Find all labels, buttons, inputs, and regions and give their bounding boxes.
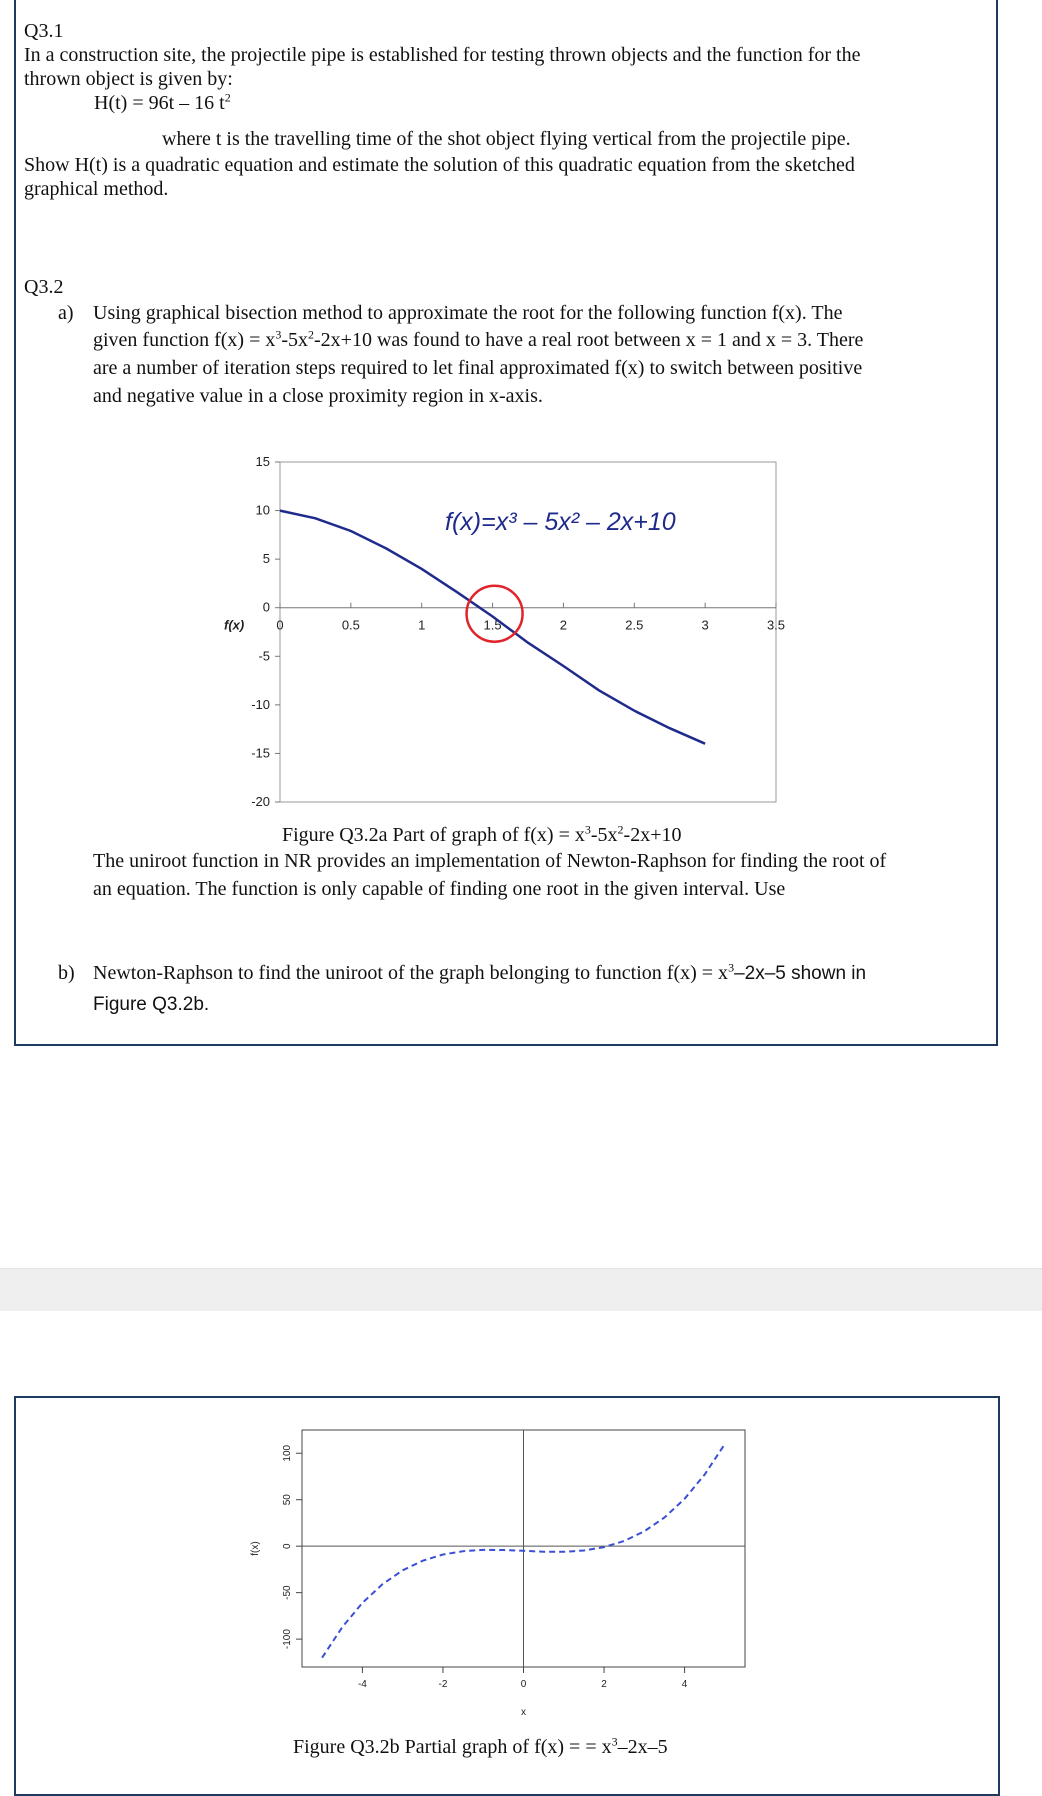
x-tick-label: 0: [276, 617, 284, 633]
q31-label: Q3.1: [24, 20, 64, 42]
uniroot-line2: an equation. The function is only capable of finding one root in the given interval. Use: [93, 878, 786, 900]
x-tick-label: 3.5: [766, 617, 786, 633]
x-tick-label: 2: [559, 617, 568, 633]
x-tick-label: 3: [701, 617, 709, 633]
y-tick-label: -5: [258, 648, 270, 664]
function-annotation: f(x)=x³ – 5x² – 2x+10: [445, 508, 676, 536]
y-axis-label: f(x): [224, 617, 245, 633]
figure-q32b-caption: Figure Q3.2b Partial graph of f(x) = = $x^3-2x-5$: [293, 1734, 668, 1758]
y-axis-label: f(x): [250, 1541, 261, 1556]
q32a-marker: a): [58, 302, 74, 324]
q32a-line3: are a number of iteration steps required to let final approximated f(x) to switch between positive: [93, 357, 863, 379]
q32-label: Q3.2: [24, 276, 64, 298]
x-tick-label: 1.5: [483, 617, 502, 633]
uniroot-line1: The uniroot function in NR provides an implementation of Newton-Raphson for finding the root of: [93, 850, 887, 872]
y-tick-label: -50: [282, 1585, 293, 1600]
q31-text-line4: graphical method.: [24, 178, 169, 200]
figure-q32b-chart: [240, 1410, 780, 1730]
q32a-line4: and negative value in a close proximity region in x-axis.: [93, 385, 543, 407]
q32a-line1: Using graphical bisection method to approximate the root for the following function f(x). The: [93, 302, 843, 324]
y-tick-label: 10: [255, 502, 270, 518]
q31-formula: H(t) = 96t – 16 $t^2$: [94, 90, 231, 114]
x-tick-label: -2: [438, 1679, 448, 1690]
y-tick-label: 0: [282, 1543, 293, 1549]
x-tick-label: 4: [681, 1679, 688, 1690]
x-axis-label: x: [521, 1707, 526, 1718]
q31-text-line1: In a construction site, the projectile pipe is established for testing thrown objects and the function for the: [24, 44, 861, 66]
q32a-line2: given function $f(x) = x^3-5x^2-2x+10$ was found to have a real root between x = 1 and x = 3. There: [93, 327, 864, 351]
figure-q32a-caption: Figure Q3.2a Part of graph of $f(x) = x^3-5x^2-2x+10$: [282, 822, 682, 846]
q32b-marker: b): [58, 962, 75, 984]
x-tick-label: 0.5: [341, 617, 360, 633]
x-tick-label: 2: [601, 1679, 607, 1690]
q32b-line1: Newton-Raphson to find the uniroot of the graph belonging to function $f(x) = x^3-2x-5$ shown in: [93, 960, 867, 984]
x-tick-label: -4: [357, 1679, 367, 1690]
y-tick-label: -15: [251, 745, 270, 761]
y-tick-label: 50: [282, 1494, 293, 1506]
y-tick-label: 0: [262, 599, 270, 615]
y-tick-label: -100: [282, 1629, 293, 1650]
y-tick-label: -10: [251, 696, 270, 712]
x-tick-label: 0: [520, 1679, 527, 1690]
figure-q32a-chart: [200, 450, 800, 815]
x-tick-label: 1: [418, 617, 426, 633]
root-highlight-circle: [467, 586, 523, 642]
x-tick-label: 2.5: [625, 617, 644, 633]
q31-text-line3: Show H(t) is a quadratic equation and estimate the solution of this quadratic equation from the sketched: [24, 154, 855, 176]
y-tick-label: 100: [282, 1444, 293, 1462]
page-separator: [0, 1268, 1042, 1311]
y-tick-label: -20: [251, 794, 270, 809]
q31-text-line2: thrown object is given by:: [24, 68, 233, 90]
q32b-line2: Figure Q3.2b.: [93, 994, 210, 1015]
y-tick-label: 15: [255, 454, 270, 469]
q31-where-line: where t is the travelling time of the shot object flying vertical from the projectile pipe.: [162, 128, 851, 150]
y-tick-label: 5: [262, 551, 270, 567]
